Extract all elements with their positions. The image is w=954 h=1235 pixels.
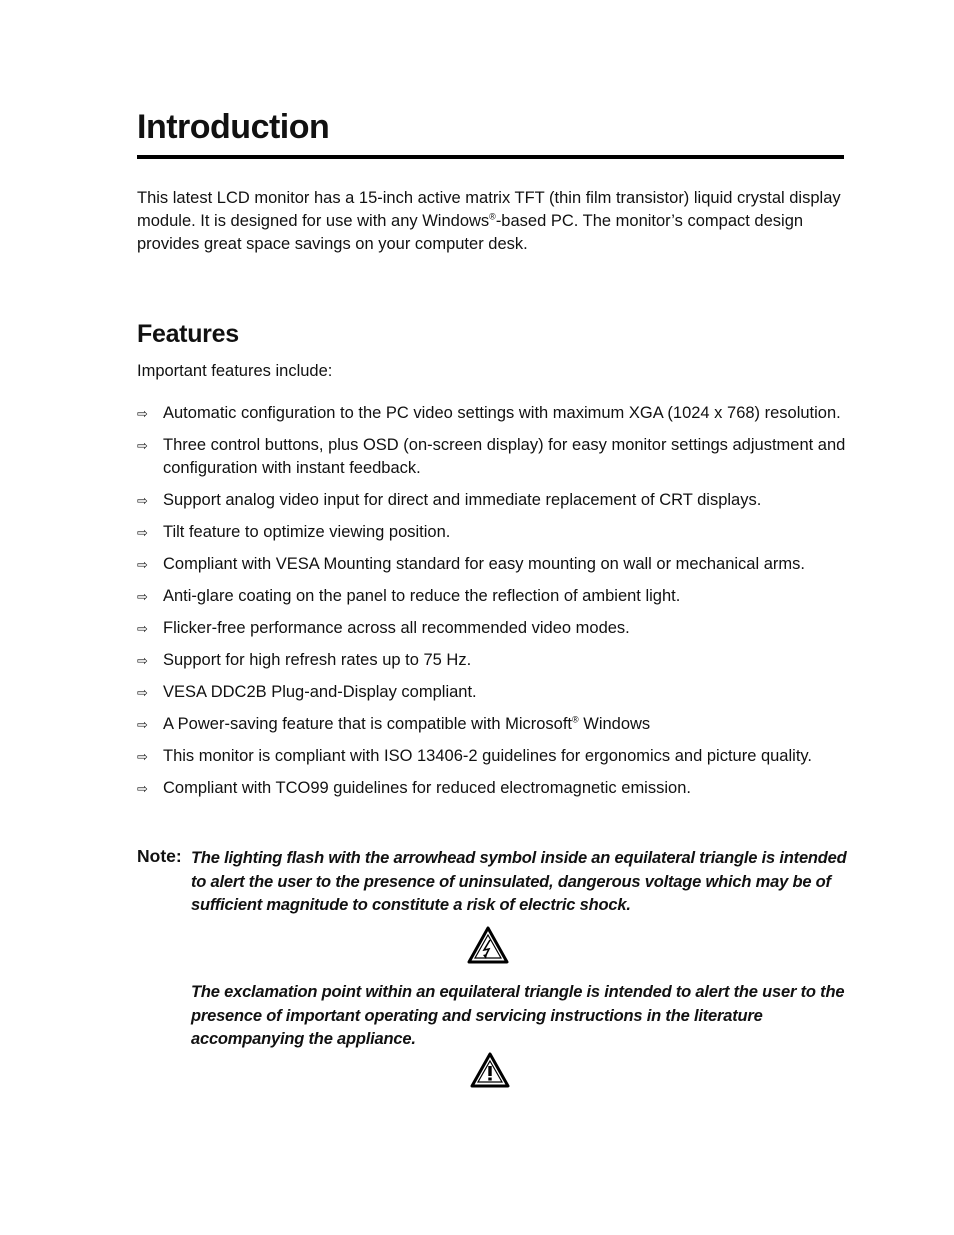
registered-mark: ® xyxy=(489,211,496,222)
outline-arrow-right-icon: ⇨ xyxy=(137,717,148,732)
features-lead: Important features include: xyxy=(137,362,333,380)
outline-arrow-right-icon: ⇨ xyxy=(137,557,148,572)
lightning-warning-triangle-icon xyxy=(467,926,509,964)
list-item-text: Compliant with VESA Mounting standard for easy mounting on wall or mechanical arms. xyxy=(163,555,805,573)
list-item-text: Support for high refresh rates up to 75 Hz. xyxy=(163,651,472,669)
list-item xyxy=(137,434,857,480)
list-item xyxy=(137,553,857,576)
list-item-text: Support analog video input for direct and immediate replacement of CRT displays. xyxy=(163,491,762,509)
feature-list xyxy=(137,402,857,809)
list-item xyxy=(137,649,857,672)
list-item xyxy=(137,521,857,544)
list-item xyxy=(137,617,857,640)
intro-text-end: -based PC. The monitor’s compact design provides great space savings on your computer desk. xyxy=(137,212,804,253)
intro-paragraph xyxy=(137,187,847,256)
list-item xyxy=(137,713,857,736)
list-item-text: Windows xyxy=(578,715,651,733)
note-exclamation-text: The exclamation point within an equilateral triangle is intended to alert the user to the presence of important operating and servicing instructions in the literature accompanying the appliance. xyxy=(191,983,845,1048)
list-item xyxy=(137,681,857,704)
note-label: Note: xyxy=(137,846,182,866)
outline-arrow-right-icon: ⇨ xyxy=(137,781,148,796)
list-item xyxy=(137,489,857,512)
outline-arrow-right-icon: ⇨ xyxy=(137,589,148,604)
features-heading: Features xyxy=(137,320,239,348)
list-item-text: VESA DDC2B Plug-and-Display compliant. xyxy=(163,683,477,701)
exclamation-warning-triangle-icon xyxy=(470,1052,510,1088)
list-item-text: Flicker-free performance across all recommended video modes. xyxy=(163,619,630,637)
intro-text-start: This latest LCD monitor has a 15-inch active matrix TFT (thin film transistor) liquid crystal display module. It is designed for use with any Windows xyxy=(137,189,841,230)
list-item-text: Anti-glare coating on the panel to reduce the reflection of ambient light. xyxy=(163,587,681,605)
list-item-text: Three control buttons, plus OSD (on-screen display) for easy monitor settings adjustment and configuration with instant feedback. xyxy=(163,436,846,477)
outline-arrow-right-icon: ⇨ xyxy=(137,493,148,508)
list-item-text: Automatic configuration to the PC video settings with maximum XGA (1024 x 768) resolution. xyxy=(163,404,841,422)
list-item xyxy=(137,777,857,800)
list-item-text: A Power-saving feature that is compatible with Microsoft xyxy=(163,715,573,733)
outline-arrow-right-icon: ⇨ xyxy=(137,406,148,421)
outline-arrow-right-icon: ⇨ xyxy=(137,621,148,636)
outline-arrow-right-icon: ⇨ xyxy=(137,525,148,540)
page-title: Introduction xyxy=(137,108,330,146)
registered-mark: ® xyxy=(572,714,579,725)
list-item xyxy=(137,745,857,768)
list-item-text: Compliant with TCO99 guidelines for reduced electromagnetic emission. xyxy=(163,779,691,797)
list-item xyxy=(137,585,857,608)
title-divider xyxy=(137,155,844,159)
list-item-text: This monitor is compliant with ISO 13406-2 guidelines for ergonomics and picture quality. xyxy=(163,747,813,765)
outline-arrow-right-icon: ⇨ xyxy=(137,438,148,453)
list-item xyxy=(137,402,857,425)
note-shock-text: The lighting flash with the arrowhead symbol inside an equilateral triangle is intended to alert the user to the presence of uninsulated, dangerous voltage which may be of sufficient magnitude to constitute a risk of electric shock. xyxy=(191,849,847,914)
outline-arrow-right-icon: ⇨ xyxy=(137,685,148,700)
outline-arrow-right-icon: ⇨ xyxy=(137,653,148,668)
outline-arrow-right-icon: ⇨ xyxy=(137,749,148,764)
list-item-text: Tilt feature to optimize viewing position. xyxy=(163,523,451,541)
